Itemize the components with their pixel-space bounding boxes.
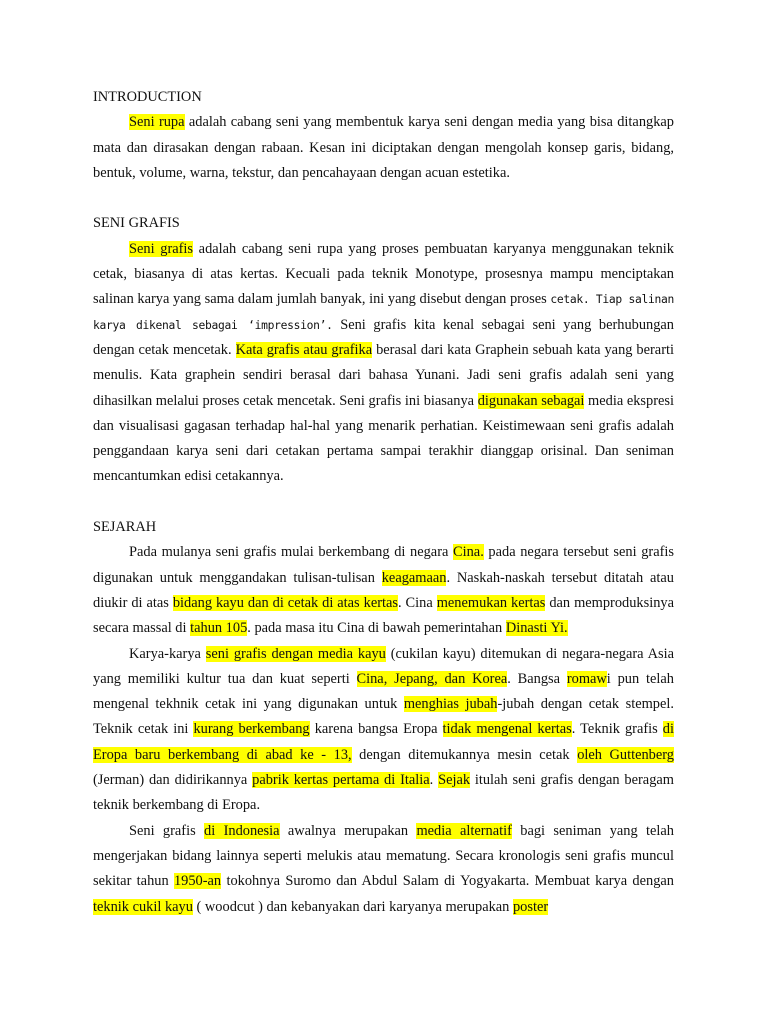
highlighted-text: poster — [512, 898, 549, 915]
highlighted-text: Kata grafis atau grafika — [235, 341, 373, 358]
text-run: awalnya merupakan — [279, 822, 417, 839]
text-run: itulah seni grafis dengan beragam teknik berkembang di Eropa. — [93, 772, 674, 814]
highlighted-text: oleh Guttenberg — [577, 746, 674, 763]
highlighted-text: pabrik kertas pertama di Italia — [252, 772, 430, 789]
text-run: . Cina — [398, 594, 437, 611]
highlighted-text: menemukan kertas — [436, 594, 546, 611]
text-run: Seni grafis kita kenal sebagai seni yang berhubungan dengan cetak mencetak. — [93, 316, 675, 358]
highlighted-text: Cina, Jepang, dan Korea — [356, 670, 508, 687]
text-run: . Naskah-naskah tersebut ditatah atau diukir di atas — [93, 569, 674, 611]
highlighted-text: kurang berkembang — [193, 721, 310, 738]
section-heading: SENI GRAFIS — [93, 215, 180, 232]
highlighted-text: di Eropa baru berkembang di abad ke - 13, — [93, 721, 674, 763]
highlighted-text: Seni grafis — [129, 240, 194, 257]
paragraph — [93, 642, 674, 819]
highlighted-text: teknik cukil kayu — [93, 898, 193, 915]
text-run: karena bangsa Eropa — [309, 721, 443, 738]
text-run: i pun telah mengenal tekhnik cetak ini yang digunakan untuk — [93, 670, 674, 713]
text-run: (Jerman) dan didirikannya — [93, 772, 253, 789]
paragraph — [93, 540, 674, 641]
document-body — [93, 85, 674, 920]
text-run: (cukilan kayu) ditemukan di negara-negara Asia yang memiliki kultur tua dan kuat seperti — [93, 645, 674, 687]
highlighted-text: seni grafis dengan media kayu — [205, 645, 386, 662]
text-run: adalah cabang seni rupa yang proses pembuatan karyanya menggunakan teknik cetak, biasanya di atas kertas. Kecuali pada teknik Monotype, prosesnya mampu menciptakan salinan karya yang sama dalam jumlah banyak, ini yang disebut dengan proses — [93, 240, 674, 308]
text-run: . Bangsa — [507, 670, 567, 687]
highlighted-text: keagamaan — [381, 569, 447, 586]
highlighted-text: Sejak — [438, 772, 471, 789]
highlighted-text: media alternatif — [416, 822, 512, 839]
highlighted-text: di Indonesia — [204, 822, 280, 839]
text-run: media ekspresi dan visualisasi gagasan terhadap hal-hal yang menarik perhatian. Keistimewaan seni grafis adalah penggandaan karya seni dari cetakan pertama sampai terakhir dianggap orisinal. Dan seniman mencantumkan edisi cetakannya. — [93, 392, 674, 485]
paragraph — [93, 237, 674, 490]
text-run: dan memproduksinya secara massal di — [93, 594, 675, 637]
highlighted-text: 1950-an — [173, 873, 222, 890]
highlighted-text: Seni rupa — [129, 114, 185, 131]
paragraph — [93, 110, 674, 186]
monospace-text: cetak. Tiap salinan karya dikenal sebagai ‘impression’. — [93, 293, 674, 332]
paragraph — [93, 819, 674, 920]
highlighted-text: Dinasti Yi. — [505, 620, 568, 637]
section-gap — [93, 490, 674, 515]
highlighted-text: Cina. — [453, 544, 484, 561]
highlighted-text: tidak mengenal kertas — [442, 721, 572, 738]
text-run: . pada masa itu Cina di bawah pemerintahan — [247, 620, 506, 637]
text-run: pada negara tersebut seni grafis digunakan untuk menggandakan tulisan-tulisan — [93, 544, 674, 586]
highlighted-text: tahun 105 — [190, 620, 248, 637]
section-heading: INTRODUCTION — [93, 89, 202, 105]
text-run: adalah cabang seni yang membentuk karya seni dengan media yang bisa ditangkap mata dan dirasakan dengan rabaan. Kesan ini diciptakan dengan mengolah konsep garis, bidang, bentuk, volume, warna, tekstur, dan pencahayaan dengan acuan estetika. — [93, 114, 674, 181]
text-run: dengan ditemukannya mesin cetak — [351, 746, 578, 763]
highlighted-text: bidang kayu dan di cetak di atas kertas — [172, 594, 398, 611]
text-run: berasal dari kata Graphein sebuah kata yang berarti menulis. Kata graphein sendiri berasal dari bahasa Yunani. Jadi seni grafis adalah seni yang dihasilkan melalui proses cetak mencetak. Seni grafis ini biasanya — [93, 341, 674, 409]
text-run: tokohnya Suromo dan Abdul Salam di Yogyakarta. Membuat karya dengan — [221, 873, 674, 890]
text-run: -jubah dengan cetak stempel. Teknik cetak ini — [93, 696, 674, 738]
text-run: bagi seniman yang telah mengerjakan bidang lainnya seperti melukis atau mematung. Secara kronologis seni grafis muncul sekitar tahun — [93, 822, 674, 890]
section-gap — [93, 186, 674, 211]
text-run: ( woodcut ) dan kebanyakan dari karyanya merupakan — [192, 898, 513, 915]
highlighted-text: menghias jubah — [403, 696, 498, 713]
section-sejarah — [93, 515, 674, 920]
text-run: Seni grafis — [129, 822, 205, 839]
section-heading: SEJARAH — [93, 519, 157, 536]
text-run: . — [429, 772, 439, 789]
section-seni-grafis — [93, 211, 674, 489]
highlighted-text: romaw — [566, 670, 607, 687]
text-run: . Teknik grafis — [571, 721, 663, 738]
section-introduction — [93, 85, 674, 186]
highlighted-text: digunakan sebagai — [477, 392, 585, 409]
text-run: Karya-karya — [129, 645, 206, 662]
text-run: Pada mulanya seni grafis mulai berkembang di negara — [129, 544, 454, 561]
